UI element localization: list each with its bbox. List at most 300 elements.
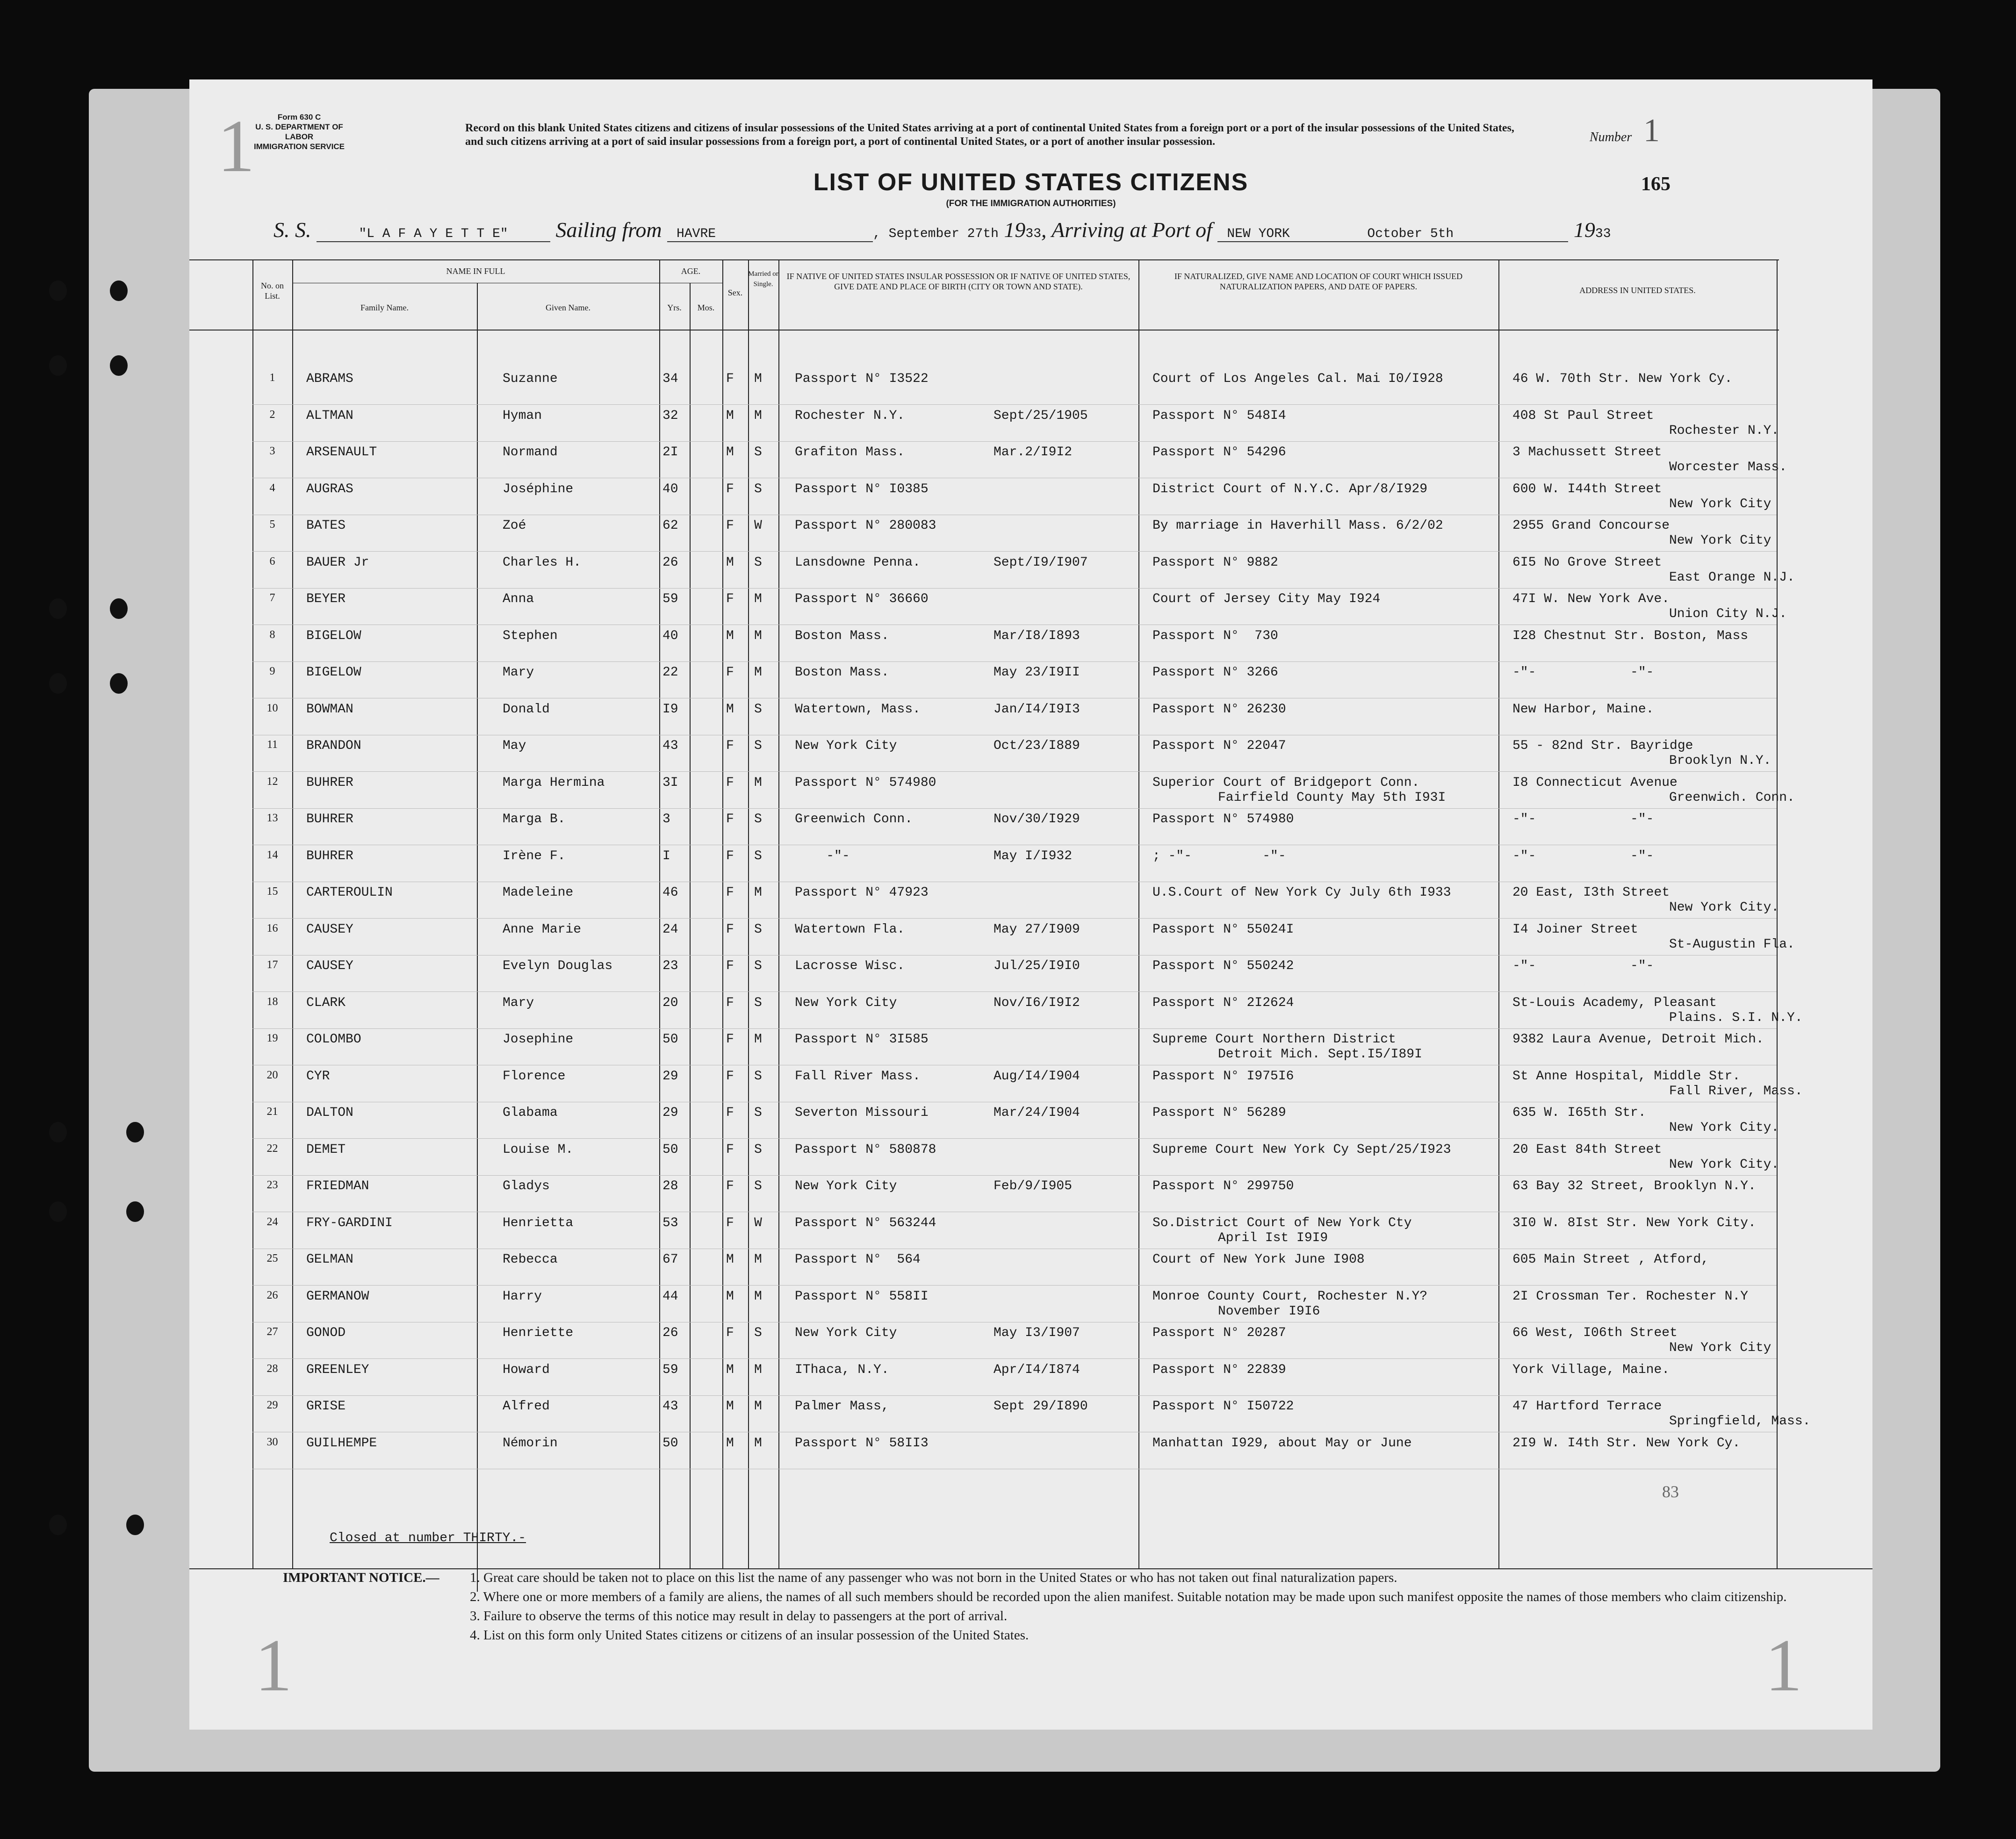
birthplace: Severton Missouri [795, 1106, 929, 1120]
col-header-age: AGE. [681, 266, 701, 276]
sex: M [726, 702, 734, 717]
address: 605 Main Street , Atford, [1512, 1252, 1709, 1267]
given-name: Normand [503, 445, 558, 460]
table-row [189, 1069, 1872, 1106]
address-line2: New York City [1669, 496, 1771, 511]
row-guideline [252, 661, 1777, 662]
marital-status: S [754, 1106, 762, 1120]
voyage-line [274, 217, 1840, 242]
family-name: GUILHEMPE [306, 1436, 377, 1451]
age-years: 23 [662, 959, 678, 973]
address-line2: New York City. [1669, 1157, 1779, 1172]
age-years: 24 [662, 922, 678, 937]
row-number: 2 [269, 408, 275, 421]
sex: M [726, 408, 734, 423]
age-years: 40 [662, 628, 678, 643]
table-row [189, 629, 1872, 665]
marital-status: M [754, 628, 762, 643]
address: St Anne Hospital, Middle Str. [1512, 1069, 1741, 1084]
marital-status: M [754, 665, 762, 680]
given-name: May [503, 739, 526, 753]
family-name: AUGRAS [306, 481, 353, 496]
address: 3 Machussett Street [1512, 445, 1662, 460]
birthplace: New York City [795, 1326, 897, 1340]
row-number: 10 [266, 702, 278, 714]
naturalization-line2: April Ist I9I9 [1218, 1230, 1328, 1245]
sex: M [726, 445, 734, 460]
col-header-address: ADDRESS IN UNITED STATES. [1579, 286, 1696, 295]
age-years: 26 [662, 1326, 678, 1340]
number-value: 1 [1643, 113, 1660, 149]
address: 47 Hartford Terrace [1512, 1399, 1662, 1414]
marital-status: M [754, 1289, 762, 1304]
birth-date: Apr/I4/I874 [994, 1362, 1080, 1377]
family-name: CAUSEY [306, 922, 353, 937]
notice-item-2: 2. Where one or more members of a family are aliens, the names of all such members should be recorded upon the alien manifest. Suitable notation may be made upon such manifest opposite the names of those members who claim citizenship. [470, 1589, 1787, 1604]
ship-name: "L A F A Y E T T E" [317, 227, 550, 242]
birthplace: Passport N° I0385 [795, 481, 929, 496]
row-number: 13 [266, 812, 278, 824]
family-name: BAUER Jr [306, 555, 369, 570]
notice-item-3: 3. Failure to observe the terms of this notice may result in delay to passengers at the port of arrival. [470, 1609, 1008, 1623]
number-label: Number [1590, 130, 1632, 144]
table-row [189, 1142, 1872, 1179]
given-name: Henriette [503, 1326, 574, 1340]
row-guideline [252, 1028, 1777, 1029]
naturalization: Passport N° 26230 [1152, 702, 1286, 717]
given-name: Rebecca [503, 1252, 558, 1267]
sex: F [726, 592, 734, 606]
record-instructions: Record on this blank United States citizens and citizens of insular possessions of the United States arriving at a port of continental United States from a foreign port or a port of the insular possessions of the United States, and such citizens arriving at a port of said insular possessions from a foreign port, a port of continental United States, or a port of another insular possession. [465, 122, 1514, 148]
age-years: 29 [662, 1069, 678, 1084]
family-name: BATES [306, 518, 346, 533]
naturalization: Passport N° 9882 [1152, 555, 1278, 570]
given-name: Irène F. [503, 848, 566, 863]
birth-date: Aug/I4/I904 [994, 1069, 1080, 1084]
address: 600 W. I44th Street [1512, 481, 1662, 496]
col-header-name-full: NAME IN FULL [446, 266, 505, 276]
address-line2: Brooklyn N.Y. [1669, 754, 1771, 768]
row-number: 12 [266, 775, 278, 788]
marital-status: W [754, 1215, 762, 1230]
notice-item-1: 1. Great care should be taken not to place on this list the name of any passenger who was not born in the United States or who has not taken out final naturalization papers. [470, 1570, 1397, 1585]
table-top-rule [189, 259, 1779, 260]
family-name: ALTMAN [306, 408, 353, 423]
age-years: 2I [662, 445, 678, 460]
birthplace: Palmer Mass, [795, 1399, 889, 1414]
row-guideline [252, 1285, 1777, 1286]
table-row [189, 409, 1872, 445]
row-number: 11 [266, 739, 278, 751]
birthplace: New York City [795, 995, 897, 1010]
age-years: 32 [662, 408, 678, 423]
row-number: 19 [266, 1032, 278, 1044]
marital-status: S [754, 481, 762, 496]
given-name: Stephen [503, 628, 558, 643]
address: 20 East 84th Street [1512, 1142, 1662, 1157]
address: 2I Crossman Ter. Rochester N.Y [1512, 1289, 1749, 1304]
address: -"- -"- [1512, 959, 1654, 973]
given-name: Joséphine [503, 481, 574, 496]
sex: M [726, 1436, 734, 1451]
family-name: ARSENAULT [306, 445, 377, 460]
age-years: I [662, 848, 670, 863]
address: New Harbor, Maine. [1512, 702, 1654, 717]
family-name: BEYER [306, 592, 346, 606]
table-row [189, 776, 1872, 812]
marital-status: M [754, 372, 762, 386]
row-number: 24 [266, 1215, 278, 1228]
naturalization: Passport N° I50722 [1152, 1399, 1294, 1414]
row-number: 21 [266, 1106, 278, 1118]
birthplace: Rochester N.Y. [795, 408, 905, 423]
table-row [189, 996, 1872, 1032]
family-name: CLARK [306, 995, 346, 1010]
given-name: Marga B. [503, 812, 566, 826]
naturalization: Court of Jersey City May I924 [1152, 592, 1381, 606]
naturalization: Passport N° 55024I [1152, 922, 1294, 937]
address-line2: Worcester Mass. [1669, 460, 1787, 474]
family-name: BOWMAN [306, 702, 353, 717]
marital-status: W [754, 518, 762, 533]
sex: F [726, 1179, 734, 1193]
marital-status: S [754, 1326, 762, 1340]
birthplace: Fall River Mass. [795, 1069, 921, 1084]
naturalization: U.S.Court of New York Cy July 6th I933 [1152, 885, 1451, 900]
year-prefix-1: 19 [1004, 218, 1026, 242]
age-years: 3 [662, 812, 670, 826]
sex: M [726, 1362, 734, 1377]
naturalization: Passport N° 299750 [1152, 1179, 1294, 1193]
naturalization: Passport N° 56289 [1152, 1106, 1286, 1120]
table-row [189, 849, 1872, 885]
address: 635 W. I65th Str. [1512, 1106, 1646, 1120]
age-years: 29 [662, 1106, 678, 1120]
sex: F [726, 1106, 734, 1120]
family-name: GRISE [306, 1399, 346, 1414]
family-name: GERMANOW [306, 1289, 369, 1304]
naturalization: Passport N° 574980 [1152, 812, 1294, 826]
important-notice [283, 1568, 1802, 1645]
table-row [189, 665, 1872, 702]
table-row [189, 482, 1872, 518]
family-name: FRIEDMAN [306, 1179, 369, 1193]
row-number: 1 [269, 372, 275, 384]
row-number: 18 [266, 995, 278, 1008]
birthplace: -"- [795, 848, 850, 863]
table-row [189, 1399, 1872, 1436]
binder-hole [49, 598, 67, 619]
table-row [189, 1179, 1872, 1215]
row-guideline [252, 991, 1777, 992]
sex: F [726, 1069, 734, 1084]
age-years: 3I [662, 775, 678, 790]
manifest-page [189, 79, 1872, 1730]
arrival-port: NEW YORK [1217, 227, 1367, 242]
birthplace: Passport N° 3I585 [795, 1032, 929, 1047]
row-guideline [252, 404, 1777, 405]
address: 3I0 W. 8Ist Str. New York City. [1512, 1215, 1756, 1230]
marital-status: M [754, 592, 762, 606]
birthplace: Greenwich Conn. [795, 812, 913, 826]
naturalization: Passport N° 22047 [1152, 739, 1286, 753]
family-name: BIGELOW [306, 665, 361, 680]
sex: M [726, 1399, 734, 1414]
given-name: Charles H. [503, 555, 582, 570]
big-number-bottom-right: 1 [1765, 1623, 1802, 1707]
row-number: 20 [266, 1069, 278, 1081]
address-line2: Plains. S.I. N.Y. [1669, 1010, 1803, 1025]
row-number: 5 [269, 518, 275, 531]
notice-item-4: 4. List on this form only United States citizens or citizens of an insular possession of the United States. [470, 1628, 1029, 1643]
family-name: GREENLEY [306, 1362, 369, 1377]
address: 6I5 No Grove Street [1512, 555, 1662, 570]
given-name: Donald [503, 702, 550, 717]
table-row [189, 702, 1872, 739]
given-name: Mary [503, 995, 534, 1010]
marital-status: S [754, 1069, 762, 1084]
given-name: Zoé [503, 518, 526, 533]
birth-date: Mar/24/I904 [994, 1106, 1080, 1120]
age-years: 67 [662, 1252, 678, 1267]
given-name: Glabama [503, 1106, 558, 1120]
given-name: Harry [503, 1289, 542, 1304]
address: 63 Bay 32 Street, Brooklyn N.Y. [1512, 1179, 1756, 1193]
row-guideline [252, 441, 1777, 442]
address-line2: Greenwich. Conn. [1669, 790, 1795, 805]
naturalization: Passport N° 2I2624 [1152, 995, 1294, 1010]
sex: F [726, 481, 734, 496]
birthplace: Passport N° I3522 [795, 372, 929, 386]
sex: F [726, 885, 734, 900]
birthplace: Passport N° 280083 [795, 518, 936, 533]
binder-hole [110, 673, 128, 694]
sex: F [726, 1215, 734, 1230]
binder-hole [126, 1201, 144, 1222]
address-line2: Fall River, Mass. [1669, 1084, 1803, 1099]
sex: F [726, 518, 734, 533]
age-years: 43 [662, 739, 678, 753]
marital-status: S [754, 959, 762, 973]
col-header-married: Married or Single. [748, 270, 778, 288]
birth-date: Nov/30/I929 [994, 812, 1080, 826]
marital-status: M [754, 1436, 762, 1451]
birth-date: Jul/25/I9I0 [994, 959, 1080, 973]
family-name: FRY-GARDINI [306, 1215, 393, 1230]
birthplace: Passport N° 36660 [795, 592, 929, 606]
binder-hole [49, 1122, 67, 1142]
sex: M [726, 1252, 734, 1267]
table-row [189, 1252, 1872, 1289]
row-number: 6 [269, 555, 275, 568]
col-header-sex: Sex. [727, 288, 743, 297]
birth-date: May I/I932 [994, 848, 1073, 863]
age-years: 43 [662, 1399, 678, 1414]
sex: F [726, 959, 734, 973]
sex: F [726, 775, 734, 790]
birthplace: Passport N° 58II3 [795, 1436, 929, 1451]
birthplace: Passport N° 558II [795, 1289, 929, 1304]
birthplace: Passport N° 47923 [795, 885, 929, 900]
naturalization: Passport N° 20287 [1152, 1326, 1286, 1340]
row-number: 28 [266, 1362, 278, 1375]
marital-status: S [754, 922, 762, 937]
marital-status: M [754, 1252, 762, 1267]
address: 46 W. 70th Str. New York Cy. [1512, 372, 1733, 386]
sex: F [726, 922, 734, 937]
address: 47I W. New York Ave. [1512, 592, 1670, 606]
row-number: 17 [266, 959, 278, 971]
given-name: Anne Marie [503, 922, 582, 937]
address: -"- -"- [1512, 848, 1654, 863]
year-prefix-2: 19 [1573, 218, 1595, 242]
marital-status: S [754, 1179, 762, 1193]
birthplace: Passport N° 580878 [795, 1142, 936, 1157]
marital-status: S [754, 555, 762, 570]
naturalization: By marriage in Haverhill Mass. 6/2/02 [1152, 518, 1443, 533]
birth-date: Feb/9/I905 [994, 1179, 1073, 1193]
marital-status: S [754, 812, 762, 826]
notice-heading: IMPORTANT NOTICE.— [283, 1570, 439, 1585]
address: 2955 Grand Concourse [1512, 518, 1670, 533]
passenger-table [189, 259, 1872, 1545]
row-number: 15 [266, 885, 278, 898]
naturalization: Court of Los Angeles Cal. Mai I0/I928 [1152, 372, 1443, 386]
birth-date: Mar.2/I9I2 [994, 445, 1073, 460]
notice-items [470, 1568, 1802, 1645]
marital-status: M [754, 885, 762, 900]
family-name: BUHRER [306, 775, 353, 790]
row-number: 9 [269, 665, 275, 677]
given-name: Mary [503, 665, 534, 680]
arrival-year: 33 [1595, 227, 1611, 241]
address-line2: Rochester N.Y. [1669, 423, 1779, 438]
naturalization: District Court of N.Y.C. Apr/8/I929 [1152, 481, 1428, 496]
address: 2I9 W. I4th Str. New York Cy. [1512, 1436, 1741, 1451]
birthplace: New York City [795, 739, 897, 753]
age-years: 46 [662, 885, 678, 900]
table-row [189, 1106, 1872, 1142]
birthplace: IThaca, N.Y. [795, 1362, 889, 1377]
address-line2: New York City [1669, 533, 1771, 548]
address: -"- -"- [1512, 812, 1654, 826]
age-years: 59 [662, 1362, 678, 1377]
big-page-number: 1 [217, 104, 255, 187]
given-name: Florence [503, 1069, 566, 1084]
naturalization: Superior Court of Bridgeport Conn. [1152, 775, 1420, 790]
binder-hole [110, 280, 128, 301]
marital-status: M [754, 1399, 762, 1414]
birthplace: Boston Mass. [795, 665, 889, 680]
address: I28 Chestnut Str. Boston, Mass [1512, 628, 1749, 643]
birth-date: Oct/23/I889 [994, 739, 1080, 753]
form-number: Form 630 C [277, 113, 321, 122]
row-number: 25 [266, 1252, 278, 1264]
binder-hole [49, 673, 67, 694]
age-years: 62 [662, 518, 678, 533]
marital-status: S [754, 1142, 762, 1157]
given-name: Louise M. [503, 1142, 574, 1157]
row-guideline [252, 1395, 1777, 1396]
address-line2: New York City. [1669, 1121, 1779, 1135]
family-name: COLOMBO [306, 1032, 361, 1047]
birth-date: Sept/I9/I907 [994, 555, 1088, 570]
address: 408 St Paul Street [1512, 408, 1654, 423]
binder-hole [49, 280, 67, 301]
binder-hole [49, 1515, 67, 1535]
address: 66 West, I06th Street [1512, 1326, 1678, 1340]
given-name: Anna [503, 592, 534, 606]
family-name: DALTON [306, 1106, 353, 1120]
sex: F [726, 848, 734, 863]
birth-date: Sept/25/1905 [994, 408, 1088, 423]
naturalization: ; -"- -"- [1152, 848, 1286, 863]
birth-date: May I3/I907 [994, 1326, 1080, 1340]
closing-note: Closed at number THIRTY.- [330, 1531, 526, 1545]
age-years: 50 [662, 1032, 678, 1047]
naturalization-line2: Detroit Mich. Sept.I5/I89I [1218, 1047, 1422, 1062]
sex: M [726, 628, 734, 643]
given-name: Madeleine [503, 885, 574, 900]
row-guideline [252, 808, 1777, 809]
naturalization: Manhattan I929, about May or June [1152, 1436, 1412, 1451]
address: 55 - 82nd Str. Bayridge [1512, 739, 1693, 753]
row-guideline [252, 1175, 1777, 1176]
birth-date: Sept 29/I890 [994, 1399, 1088, 1414]
family-name: CYR [306, 1069, 330, 1084]
naturalization: Supreme Court Northern District [1152, 1032, 1396, 1047]
table-row [189, 518, 1872, 555]
row-number: 26 [266, 1289, 278, 1301]
row-number: 27 [266, 1326, 278, 1338]
given-name: Howard [503, 1362, 550, 1377]
service-name: IMMIGRATION SERVICE [254, 142, 345, 151]
naturalization: Passport N° 550242 [1152, 959, 1294, 973]
marital-status: S [754, 848, 762, 863]
table-row [189, 922, 1872, 959]
row-number: 3 [269, 445, 275, 457]
birthplace: Watertown, Mass. [795, 702, 921, 717]
address-line2: New York City. [1669, 900, 1779, 915]
row-number: 29 [266, 1399, 278, 1411]
row-guideline [252, 918, 1777, 919]
family-name: BUHRER [306, 812, 353, 826]
sex: F [726, 995, 734, 1010]
sex: M [726, 555, 734, 570]
margin-number: 83 [1662, 1482, 1679, 1501]
address: -"- -"- [1512, 665, 1654, 680]
marital-status: S [754, 995, 762, 1010]
sex: F [726, 1326, 734, 1340]
family-name: BUHRER [306, 848, 353, 863]
binder-hole [49, 1201, 67, 1222]
family-name: CAUSEY [306, 959, 353, 973]
sailing-date: , September 27th [873, 227, 999, 241]
family-name: GONOD [306, 1326, 346, 1340]
given-name: Suzanne [503, 372, 558, 386]
naturalization: Passport N° I975I6 [1152, 1069, 1294, 1084]
col-header-no: No. on List. [261, 281, 284, 301]
birth-date: May 27/I909 [994, 922, 1080, 937]
age-years: 50 [662, 1436, 678, 1451]
row-number: 14 [266, 848, 278, 861]
sex: F [726, 1032, 734, 1047]
table-row [189, 372, 1872, 408]
sex: F [726, 665, 734, 680]
form-identification [248, 112, 351, 151]
naturalization: Passport N° 54296 [1152, 445, 1286, 460]
arriving-label: , Arriving at Port of [1041, 218, 1212, 242]
